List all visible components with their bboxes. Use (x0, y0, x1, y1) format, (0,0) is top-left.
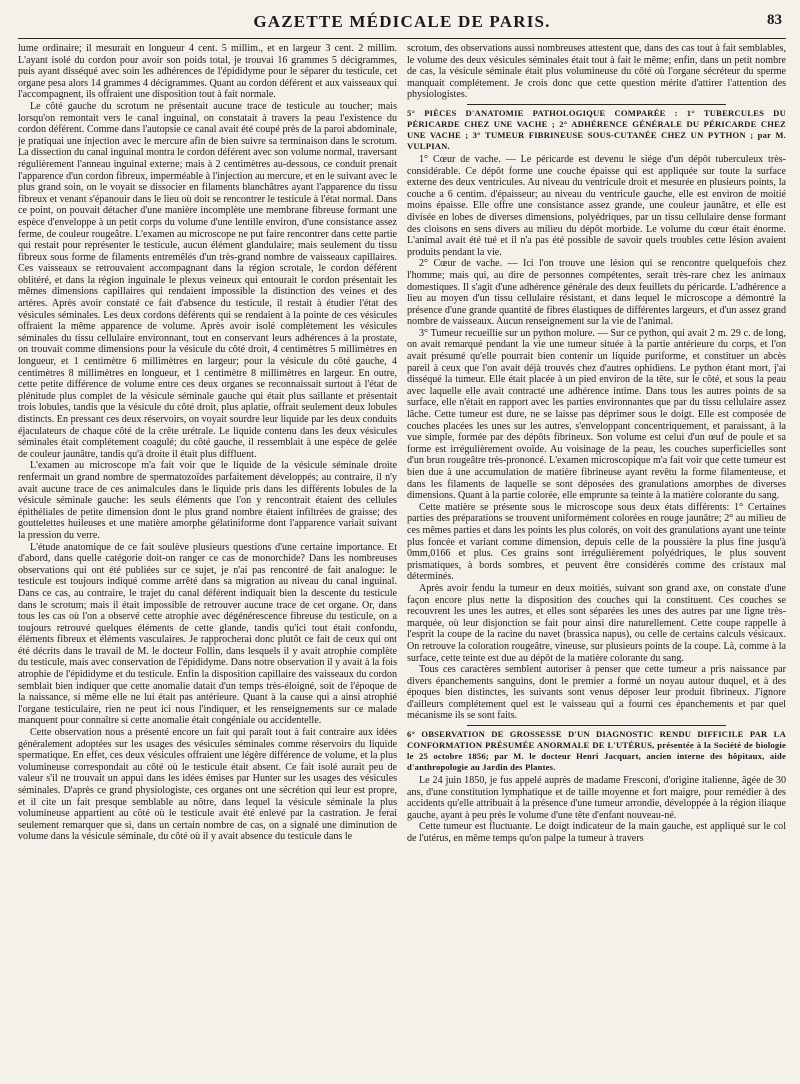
divider (467, 725, 726, 726)
paragraph: 1° Cœur de vache. — Le péricarde est devenu le siége d'un dépôt tuberculeux très-considérable. Ce dépôt forme une couche épaisse qui est appliquée sur toute la surface externe des deux ventricules. Au niveau du ventricule droit et mesurée en plusieurs points, la couche a 6 centim. d'épaisseur; au niveau du ventricule gauche, elle est environ de moitié moins épaisse. Elle offre une consistance assez grande, une couleur jaunâtre, et elle est divisée en lobes de diverses dimensions, polyédriques, par un tissu cellulaire dense formant des cloisons en sens divers au milieu du dépôt morbide. Le volume du cœur était énorme. L'animal avait été tué et il n'a pas été possible de savoir quels troubles cette lésion avaient produits pendant la vie. (407, 153, 786, 258)
page-number: 83 (767, 12, 782, 28)
paragraph: scrotum, des observations aussi nombreuses attestent que, dans des cas tout à fait semblables, le volume des deux vésicules séminales était tout à fait le même; enfin, dans un petit nombre de cas, la vésicule séminale était plus volumineuse du côté où l'organe sécréteur du sperme manquait complétement. Je crois donc que cette question mérite d'attirer l'attention des physiologistes. (407, 43, 786, 101)
paragraph: Cette matière se présente sous le microscope sous deux états différents: 1° Certaines parties des préparations se trouvent uniformément colorées en rouge jaunâtre; 2° au milieu de ces mêmes parties et dans les points les plus colorés, on voit des granulations ayant une teinte plus foncée et variant comme dimension, depuis celle de la poussière la plus fine jusqu'à 0mm,0166 et plus. Ces grains sont irrégulièrement polyédriques, le plus souvent prismatiques, à bords sombres, et peuvent être considérés comme des cristaux mal déterminés. (407, 501, 786, 583)
paragraph: lume ordinaire; il mesurait en longueur 4 cent. 5 millim., et en largeur 3 cent. 2 millim. L'ayant isolé du cordon pour avoir son poids total, je trouvai 16 grammes 5 décigrammes, puis ayant disséqué avec soin les adhérences de l'épididyme pour le séparer du testicule, cet organe pesa alors 14 grammes 4 décigrammes. Quant au cordon déférent et aux vaisseaux qui l'accompagnent, ils offraient une disposition tout à fait normale. (18, 43, 397, 101)
paragraph: L'examen au microscope m'a fait voir que le liquide de la vésicule séminale droite renfermait un grand nombre de spermatozoïdes parfaitement développés; au contraire, il n'y avait aucune trace de ces animalcules dans le liquide pris dans les différents lobules de la vésicule séminale gauche: les seuls éléments que l'on y rencontrait étaient des cellules épithéliales de petite dimension dont le plus grand nombre étaient infiltrées de graisse; des gouttelettes huileuses et une matière amorphe gélatiniforme dont l'apparence variait suivant la pression du verre. (18, 460, 397, 541)
paragraph: Après avoir fendu la tumeur en deux moitiés, suivant son grand axe, on constate d'une façon encore plus nette la disposition des couches qui la constituent. Ces couches se recouvrent les unes les autres, et elles sont séparées les unes des autres par une ligne très-marquée, où leur disjonction se fait pour ainsi dire naturellement. Cette coupe rappelle à l'esprit la coupe de la racine du navet (brassica napus), ou celle de certains calculs vésicaux. On retrouve la coloration rougeâtre, vineuse, sur plusieurs points de la coupe. Là, comme à la surface, cette teinte est due au dépôt de la matière colorante du sang. (407, 582, 786, 664)
section-heading: 6° OBSERVATION DE GROSSESSE D'UN DIAGNOSTIC RENDU DIFFICILE PAR LA CONFORMATION PRÉSUMÉE ANORMALE DE L'UTÉRUS, présentée à la Société de biologie le 25 octobre 1856; par M. le docteur Henri Jacquart, ancien interne des hôpitaux, aide d'anthropologie au Jardin des Plantes. (407, 729, 786, 773)
paragraph: L'étude anatomique de ce fait soulève plusieurs questions d'une certaine importance. Et d'abord, dans quelle catégorie doit-on ranger ce cas de monorchide? Dans les nombreuses observations qui ont été publiées sur ce sujet, je n'ai pas rencontré de fait analogue: le testicule est toujours indiqué comme arrêté dans sa migration au niveau du canal inguinal. Dans ce cas, au contraire, le trajet du canal déférent indiquait bien la descente du testicule dans le scrotum; mais il était impossible de retrouver aucune trace de cet organe. Or, dans tous les cas où l'on a observé cette atrophie avec dégénérescence fibreuse du testicule, on a toujours retrouvé quelques éléments de cette glande, tandis qu'ici tout était confondu, éléments fibreux et éléments vasculaires. Je rapprocherai donc plutôt ce fait de ceux qui ont été décrits dans le travail de M. le docteur Follin, dans lesquels il y avait atrophie complète du testicule, mais avec conservation de l'épididyme. Dans notre observation il y avait à la fois atrophie de l'épididyme et du testicule. Enfin la disposition capillaire des vaisseaux du cordon semblait bien indiquer que cette anomalie datait d'un temps très-éloigné, soit de l'époque de la naissance, si même elle ne lui était pas antérieure. Quant à la cause qui a ainsi atrophié l'organe testiculaire, rien ne peut ici nous l'indiquer, et les renseignements sur ce malade manquent pour connaître si cette anomalie était congéniale ou accidentelle. (18, 541, 397, 727)
page-header (18, 12, 786, 39)
paragraph: 2° Cœur de vache. — Ici l'on trouve une lésion qui se rencontre quelquefois chez l'homme; mais qui, au dire de personnes compétentes, serait très-rare chez les animaux domestiques. Il s'agit d'une adhérence générale des deux feuillets du péricarde. L'adhérence a lieu au moyen d'un tissu cellulaire résistant, et dans lequel le microscope a démontré la présence d'une grande quantité de fibres élastiques de différentes largeurs, et d'un assez grand nombre de vaisseaux. Aucun renseignement sur la vie de l'animal. (407, 258, 786, 328)
paragraph: Tous ces caractères semblent autoriser à penser que cette tumeur a pris naissance par divers épanchements sanguins, dont le premier a formé un noyau autour duquel, et à des époques bien distinctes, les suivants sont venus déposer leur produit fibrineux. J'ignore d'ailleurs complétement quel est le vaisseau qui a fourni ces épanchements et par quel mécanisme ils se sont faits. (407, 664, 786, 722)
paragraph: Le côté gauche du scrotum ne présentait aucune trace de testicule au toucher; mais lorsqu'on remontait vers le canal inguinal, on constatait à travers la peau l'existence du cordon déférent. Comme dans l'autopsie ce canal avait été coupé près de la paroi abdominale, je pratiquai une injection avec le mercure afin de bien suivre sa terminaison dans le scrotum. La dissection du canal inguinal montra le cordon déférent avec son volume normal, traversant régulièrement l'anneau inguinal externe; mais à 2 centimètres au-dessous, ce conduit prenait l'apparence d'un cordon fibreux, imperméable à l'injection au mercure, et en le suivant avec le plus grand soin, on le voyait se dissocier en filaments blanchâtres ayant l'apparence du tissu fibreux et venant s'épanouir dans le lieu où doit se rencontrer le testicule à l'état normal. Dans ce point, on pouvait détacher d'une manière incomplète une membrane fibreuse formant une espèce d'enveloppe à un petit corps du volume d'une lentille environ, d'une consistance assez ferme, de couleur rougeâtre. L'examen au microscope ne put faire rencontrer dans cette partie qui restait pour représenter le testicule, aucun élément glandulaire; mais seulement du tissu fibreux sous forme de filaments entremêlés d'un très-grand nombre de vaisseaux capillaires. Ces vaisseaux se retrouvaient accompagnant dans la région scrotale, le cordon déférent oblitéré, et dans la région inguinale le plexus veineux qui entourait le cordon présentait les mêmes dimensions capillaires qui rendaient impossible la distinction des veines et des artères. Après avoir constaté ce fait d'absence du testicule, il restait à étudier l'état des vésicules séminales. Les deux cordons déférents qui se rendaient à la pointe de ces vésicules offraient la même apparence de volume. Après avoir isolé complètement les vésicules séminales du tissu cellulaire environnant, tout en conservant leurs adhérences à la prostate, on trouvait comme dimensions pour la vésicule du côté droit, 4 centimètres 5 millimètres en longueur, et 1 centimètre 6 millimètres en largeur; pour la vésicule du côté gauche, 4 centimètres 8 millimètres en longueur, et 1 centimètre 8 millimètres en largeur. En outre, cette petite différence de volume entre ces deux organes se reconnaissait surtout à l'état de plénitude plus complet de la vésicule séminale gauche qui était plus saillante et présentait trois lobules, tandis que la vésicule du côté droit, plus aplatie, offrait seulement deux lobules distincts. En pressant ces deux réservoirs, on voyait sourdre leur liquide par les deux conduits éjaculateurs de chaque côté de la crête urétrale. Le liquide contenu dans les deux vésicules séminales était complétement coagulé; du côté gauche, il ressemblait à une espèce de gelée de couleur jaunâtre, tandis qu'à droite il était plus diffluent. (18, 100, 397, 460)
right-column (407, 43, 786, 1083)
paragraph: 3° Tumeur recueillie sur un python molure. — Sur ce python, qui avait 2 m. 29 c. de long, on avait remarqué pendant la vie une tumeur située à la partie antérieure du corps, et l'on avait présumé qu'elle pourrait bien contenir un liquide puriforme, et constituer un abcès pareil à ceux que l'on avait déjà trouvés chez d'autres ophidiens. Le python étant mort, j'ai disséqué la tumeur. Elle était placée à un pied environ de la tête, sur le côté, et sous la peau avec laquelle elle avait contracté une adhérence intime. Dans tous les autres points de sa surface, elle n'était en rapport avec les parties environnantes que par du tissu cellulaire assez lâche. Cette tumeur est dure, ne se laisse pas déprimer sous le doigt. Elle est composée de couches placées les unes sur les autres, s'enveloppant concentriquement, et paraissant, à la vue simple, formée par des dépôts fibrineux. Son volume est celui d'un œuf de poule et sa forme est irrégulièrement ovoïde. Au voisinage de la peau, les couches superficielles sont d'un brun rougeâtre très-prononcé. L'examen microscopique m'a fait voir que cette tumeur est bien due à une accumulation de matière fibrineuse ayant revêtu la forme filamenteuse, et dans les filaments de laquelle se sont déposées des granulations amorphes de diverses dimensions. Quant à la partie colorée, elle emprunte sa teinte à la matière colorante du sang. (407, 327, 786, 502)
section-heading: 5° PIÈCES D'ANATOMIE PATHOLOGIQUE COMPARÉE : 1° TUBERCULES DU PÉRICARDE CHEZ UNE VACHE ; 2° ADHÉRENCE GÉNÉRALE DU PÉRICARDE CHEZ UNE VACHE ; 3° TUMEUR FIBRINEUSE SOUS-CUTANÉE CHEZ UN PYTHON ; par M. VULPIAN. (407, 107, 786, 151)
paragraph: Cette tumeur est fluctuante. Le doigt indicateur de la main gauche, est appliqué sur le col de l'utérus, en même temps qu'on palpe la tumeur à travers (407, 821, 786, 845)
paragraph: Le 24 juin 1850, je fus appelé auprès de madame Fresconi, d'origine italienne, âgée de 30 ans, d'une constitution lymphatique et de taille moyenne et fort maigre, pour remédier à des accidents qu'elle attribuait à la présence d'une tumeur arrondie, développée à la région iliaque gauche, ayant à peu près le volume d'une tête d'enfant nouveau-né. (407, 775, 786, 821)
left-column (18, 43, 397, 1083)
paragraph: Cette observation nous a présenté encore un fait qui paraît tout à fait contraire aux idées généralement adoptées sur les usages des vésicules séminales comme réservoirs du liquide spermatique. En effet, ces deux vésicules offraient une légère différence de volume, et la plus volumineuse correspondait au côté où le testicule était absent. Ce fait isolé aurait peu de valeur s'il ne trouvait un appui dans les idées émises par Hunter sur les usages des vésicules séminales. D'après ce grand physiologiste, ces organes ont une sécrétion qui leur est propre, et il cite un fait presque semblable au nôtre, dans lequel la vésicule séminale la plus volumineuse appartient au côté où le testicule avait été enlevé par la castration. Je ferai seulement remarquer que si, dans un certain nombre de cas, on a signalé une diminution de volume dans la vésicule séminale, du côté où il y avait absence du testicule dans le (18, 727, 397, 843)
text-columns (18, 43, 786, 1083)
journal-title: GAZETTE MÉDICALE DE PARIS. (253, 12, 551, 31)
divider (467, 104, 726, 105)
